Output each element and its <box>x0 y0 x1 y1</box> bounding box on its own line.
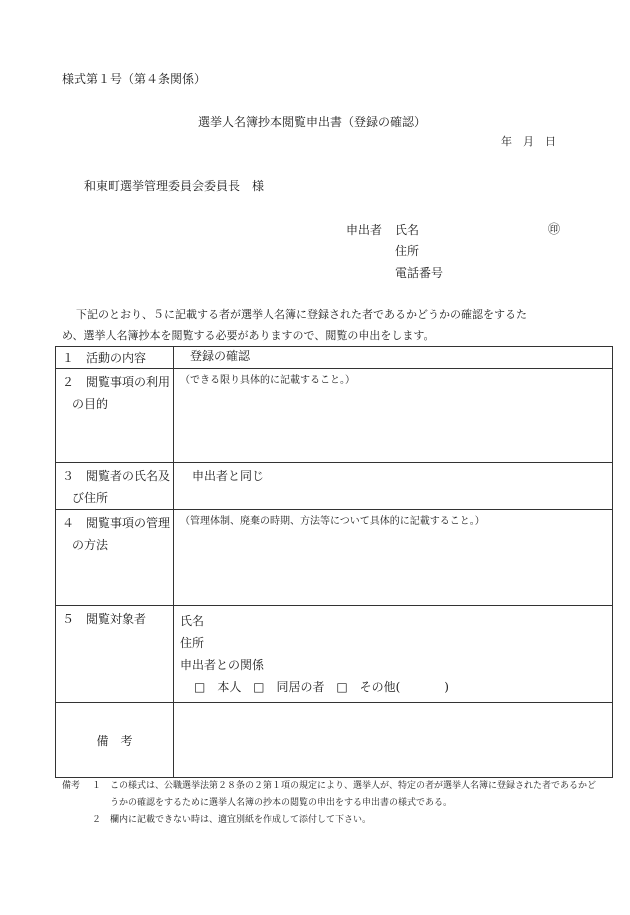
row-label-purpose-a: ２ 閲覧事項の利用 <box>62 375 171 389</box>
table-row <box>56 703 613 778</box>
row-label-management-a: ４ 閲覧事項の管理 <box>62 516 171 530</box>
footnote-2 <box>62 812 602 829</box>
target-field[interactable] <box>174 606 613 703</box>
footnote-2-number: ２ <box>92 815 102 825</box>
target-relation-label: 申出者との関係 <box>180 658 265 672</box>
date-line: 年 月 日 <box>501 135 556 148</box>
checkbox-other[interactable]: □ その他( <box>336 680 401 694</box>
management-field[interactable] <box>174 510 613 606</box>
row-label-viewer-a: ３ 閲覧者の氏名及 <box>62 469 171 483</box>
row-label-viewer <box>56 463 174 510</box>
row-label-purpose-b: の目的 <box>72 397 109 411</box>
table-row <box>56 347 613 369</box>
row-label-purpose <box>56 369 174 463</box>
form-number: 様式第１号（第４条関係） <box>62 72 207 86</box>
target-address-label: 住所 <box>180 636 205 650</box>
applicant-address-label: 住所 <box>395 244 420 258</box>
applicant-name-label: 氏名 <box>395 223 420 237</box>
footnote-1-text: この様式は、公職選挙法第２８条の２第１項の規定により、選挙人が、特定の者が選挙人名簿に登録された者であるかどうかの確認をするために選挙人名簿の抄本の閲覧の申出をする申出書の様式である。 <box>110 781 597 808</box>
row-label-viewer-b: び住所 <box>72 491 109 505</box>
intro-line-2: め、選挙人名簿抄本を閲覧する必要がありますので、閲覧の申出をします。 <box>62 329 435 342</box>
purpose-hint: （できる限り具体的に記載すること。） <box>180 375 355 386</box>
footnote-head: 備考 <box>62 781 81 791</box>
document-title: 選挙人名簿抄本閲覧申出書（登録の確認） <box>198 115 427 129</box>
seal-mark: ㊞ <box>548 222 561 236</box>
row-label-activity: １ 活動の内容 <box>56 347 174 369</box>
footnote-1-number: １ <box>92 781 102 791</box>
purpose-field[interactable] <box>174 369 613 463</box>
table-row <box>56 606 613 703</box>
table-row <box>56 510 613 606</box>
management-hint: （管理体制、廃棄の時期、方法等について具体的に記載すること。） <box>180 516 485 527</box>
table-row <box>56 369 613 463</box>
intro-line-1: 下記のとおり、５に記載する者が選挙人名簿に登録された者であるかどうかの確認をするた <box>76 308 527 321</box>
row-value-activity[interactable]: 登録の確認 <box>174 347 613 369</box>
remarks-label: 備 考 <box>56 703 174 778</box>
applicant-phone-label: 電話番号 <box>395 266 444 280</box>
footnote-1 <box>62 778 602 812</box>
checkbox-self[interactable]: □ 本人 <box>194 680 242 694</box>
other-close-paren: ) <box>444 680 449 694</box>
application-table <box>55 346 613 778</box>
footnotes <box>62 778 602 829</box>
checkbox-cohabitant[interactable]: □ 同居の者 <box>253 680 325 694</box>
row-label-target: ５ 閲覧対象者 <box>56 606 174 703</box>
row-label-management-b: の方法 <box>72 538 109 552</box>
footnote-2-text: 欄内に記載できない時は、適宜別紙を作成して添付して下さい。 <box>110 815 372 825</box>
applicant-label: 申出者 <box>346 223 383 237</box>
remarks-field[interactable] <box>174 703 613 778</box>
row-label-management <box>56 510 174 606</box>
addressee: 和東町選挙管理委員会委員長 様 <box>84 179 265 193</box>
target-name-label: 氏名 <box>180 614 205 628</box>
relation-options <box>180 676 612 698</box>
table-row <box>56 463 613 510</box>
viewer-field[interactable]: 申出者と同じ <box>174 463 613 510</box>
